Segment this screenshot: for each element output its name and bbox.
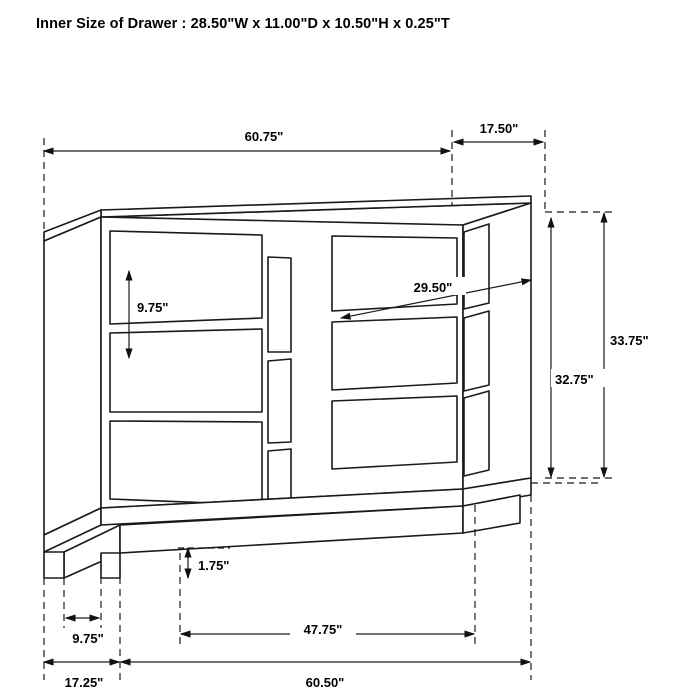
cabinet-body [44, 196, 531, 535]
dim-base-inner-width: 47.75" [303, 622, 343, 637]
dim-leg-height: 1.75" [198, 558, 230, 573]
dim-top-width-main: 60.75" [244, 129, 284, 144]
dim-drawer-width-right: 29.50" [413, 280, 453, 295]
page-title: Inner Size of Drawer : 28.50"W x 11.00"D x 10.50"H x 0.25"T [36, 16, 450, 32]
dim-foot-depth: 9.75" [72, 631, 104, 646]
dim-foot-offset: 17.25" [64, 675, 104, 690]
dim-top-width-side: 17.50" [479, 121, 519, 136]
dim-cabinet-height: 32.75" [555, 372, 594, 387]
dim-base-total-width: 60.50" [305, 675, 345, 690]
dim-total-height: 33.75" [610, 333, 649, 348]
dim-drawer-height-left: 9.75" [137, 300, 169, 315]
